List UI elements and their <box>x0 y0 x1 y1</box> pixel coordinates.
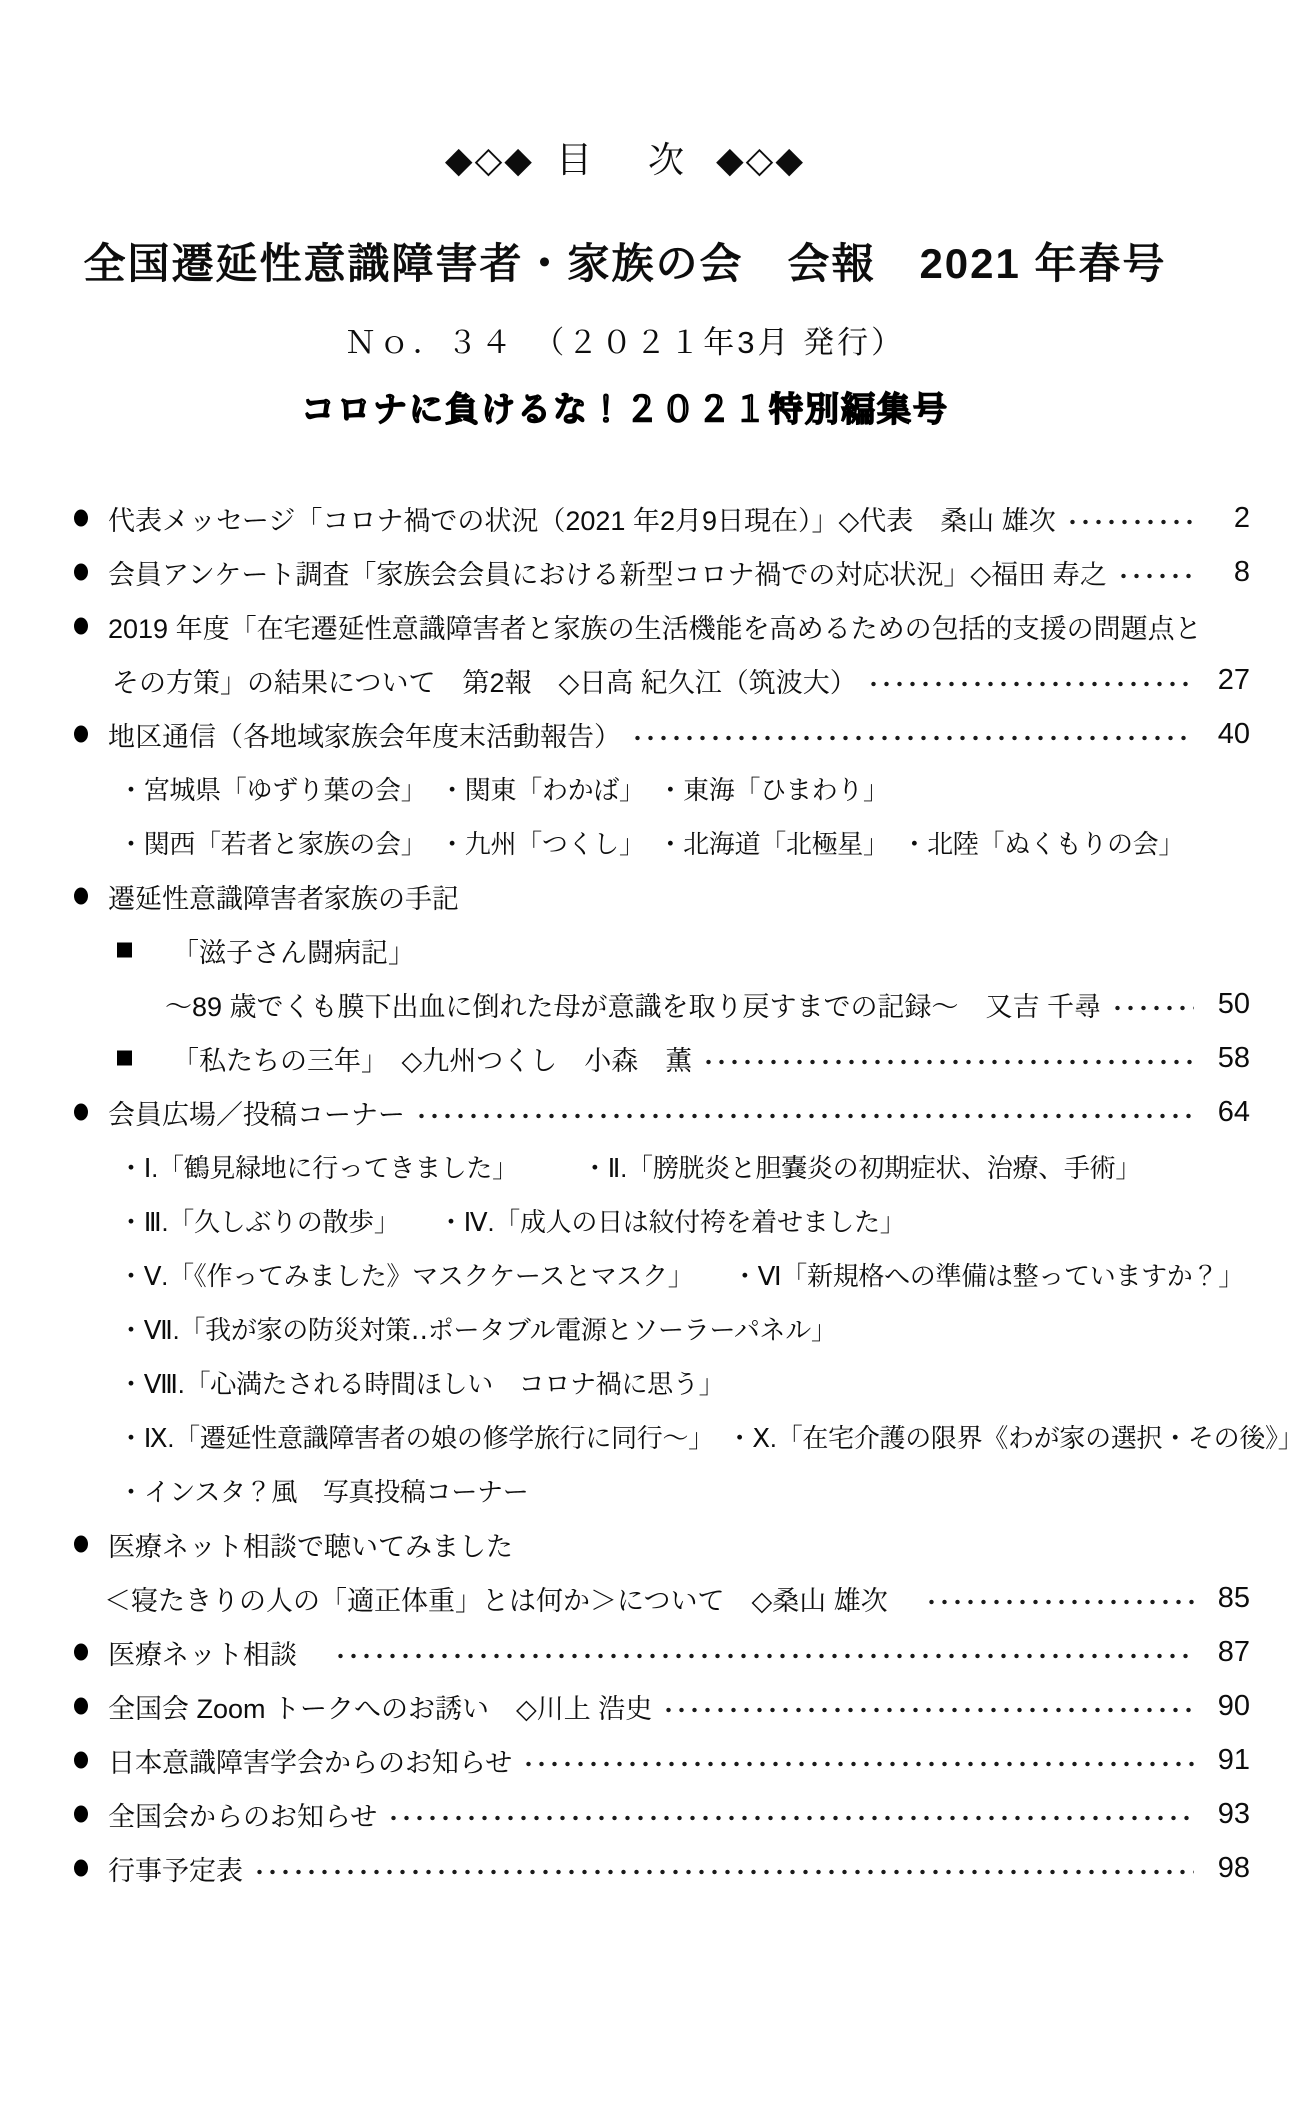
page-number: 98 <box>1217 1851 1250 1884</box>
toc-entry-text: 日本意識障害学会からのお知らせ <box>108 1747 513 1778</box>
toc-entry <box>0 923 1250 977</box>
toc-entry <box>0 599 1250 653</box>
toc-entry-text: 遷延性意識障害者家族の手記 <box>108 883 459 914</box>
toc-entry-text: 2019 年度「在宅遷延性意識障害者と家族の生活機能を高めるための包括的支援の問題点と <box>108 613 1202 644</box>
toc-entry <box>0 1463 1250 1517</box>
toc-heading-label: 目 次 <box>555 139 694 180</box>
toc-entry-text: 医療ネット相談で聴いてみました <box>108 1531 513 1562</box>
toc-entry <box>0 491 1250 545</box>
toc-entry <box>0 653 1250 707</box>
dot-leader <box>387 1811 1194 1825</box>
bullet-circle-icon <box>74 1104 88 1121</box>
bullet-circle-icon <box>74 1806 88 1823</box>
bullet-circle-icon <box>74 726 88 743</box>
toc-entry <box>0 1031 1250 1085</box>
toc-entry-text: 全国会 Zoom トークへのお誘い ◇川上 浩史 <box>108 1693 653 1724</box>
bullet-circle-icon <box>74 1698 88 1715</box>
toc-entry <box>0 1841 1250 1895</box>
toc-entry-text: ・Ⅰ.「鶴見緑地に行ってきました」 ・Ⅱ.「膀胱炎と胆嚢炎の初期症状、治療、手術」 <box>118 1152 1142 1183</box>
toc-entry-text: ・Ⅸ.「遷延性意識障害者の娘の修学旅行に同行～」 ・Ⅹ.「在宅介護の限界《わが家の選択・その後》」 <box>118 1422 1304 1453</box>
toc-entry <box>0 1733 1250 1787</box>
toc-entry <box>0 761 1250 815</box>
toc-entry <box>0 707 1250 761</box>
toc-entry-text: 会員広場／投稿コーナー <box>108 1099 405 1130</box>
bullet-circle-icon <box>74 888 88 905</box>
toc-entry-text: ～89 歳でくも膜下出血に倒れた母が意識を取り戻すまでの記録～ 又吉 千尋 <box>165 991 1102 1022</box>
toc-entry-text: 会員アンケート調査「家族会会員における新型コロナ禍での対応状況」◇福田 寿之 <box>108 559 1107 590</box>
bullet-circle-icon <box>74 1752 88 1769</box>
bullet-circle-icon <box>74 1536 88 1553</box>
dot-leader <box>334 1649 1194 1663</box>
bullet-circle-icon <box>74 618 88 635</box>
toc-entry <box>0 1409 1304 1463</box>
toc-entry-text: ＜寝たきりの人の「適正体重」とは何か＞について ◇桑山 雄次 <box>104 1585 915 1616</box>
page-number: 40 <box>1217 717 1250 750</box>
bullet-circle-icon <box>74 564 88 581</box>
toc-entry <box>0 545 1250 599</box>
page-number: 87 <box>1217 1635 1250 1668</box>
toc-entry <box>0 869 1250 923</box>
bullet-square-icon <box>117 943 132 958</box>
toc-entry <box>0 1679 1250 1733</box>
page-number: 58 <box>1217 1041 1250 1074</box>
toc-entry-text: その方策」の結果について 第2報 ◇日高 紀久江（筑波大） <box>112 667 857 698</box>
page-number: 50 <box>1217 987 1250 1020</box>
toc-entry-text: 行事予定表 <box>108 1855 243 1886</box>
toc-entry-text: 「滋子さん闘病記」 <box>172 937 415 968</box>
bullet-circle-icon <box>74 510 88 527</box>
toc-entry-text: ・関西「若者と家族の会」 ・九州「つくし」 ・北海道「北極星」 ・北陸「ぬくもりの会」 <box>118 828 1185 859</box>
page-number: 93 <box>1217 1797 1250 1830</box>
toc-entry-text: 「私たちの三年」 ◇九州つくし 小森 薫 <box>172 1045 693 1076</box>
toc-entry-text: ・宮城県「ゆずり葉の会」 ・関東「わかば」 ・東海「ひまわり」 <box>118 774 889 805</box>
toc-entry-text: 医療ネット相談 <box>108 1639 324 1670</box>
toc-entry <box>0 1355 1250 1409</box>
diamond-decoration-right: ◆◇◆ <box>716 139 806 180</box>
toc-entry <box>0 1787 1250 1841</box>
page-number: 90 <box>1217 1689 1250 1722</box>
toc-entry-text: ・Ⅲ.「久しぶりの散歩」 ・Ⅳ.「成人の日は紋付袴を着せました」 <box>118 1206 906 1237</box>
dot-leader <box>1066 515 1194 529</box>
toc-entry-text: 全国会からのお知らせ <box>108 1801 378 1832</box>
dot-leader <box>925 1595 1194 1609</box>
toc-entry-text: 地区通信（各地域家族会年度末活動報告） <box>108 721 621 752</box>
toc-entry-text: ・Ⅶ.「我が家の防災対策‥ポータブル電源とソーラーパネル」 <box>118 1314 837 1345</box>
dot-leader <box>702 1055 1194 1069</box>
newsletter-title: 全国遷延性意識障害者・家族の会 会報 2021 年春号 <box>83 240 1167 287</box>
bullet-circle-icon <box>74 1644 88 1661</box>
toc-heading <box>0 132 1250 183</box>
toc-entry <box>0 1193 1250 1247</box>
toc-entry <box>0 1301 1250 1355</box>
bullet-circle-icon <box>74 1860 88 1877</box>
toc-entry <box>0 1247 1250 1301</box>
page-number: 64 <box>1217 1095 1250 1128</box>
bullet-square-icon <box>117 1051 132 1066</box>
toc-entry <box>0 815 1250 869</box>
dot-leader <box>415 1109 1194 1123</box>
issue-number-line: Ｎｏ．３４ （２０２１年3月 発行） <box>344 325 906 360</box>
toc-entry <box>0 1139 1250 1193</box>
toc-entry-text: ・Ⅴ.「《作ってみました》マスクケースとマスク」 ・Ⅵ「新規格への準備は整っていますか？」 <box>118 1260 1244 1291</box>
dot-leader <box>631 731 1194 745</box>
toc-list <box>0 491 1304 1895</box>
toc-entry <box>0 1085 1250 1139</box>
toc-entry <box>0 1571 1250 1625</box>
toc-entry <box>0 1517 1250 1571</box>
toc-entry-text: ・Ⅷ.「心満たされる時間ほしい コロナ禍に思う」 <box>118 1368 725 1399</box>
toc-entry-text: 代表メッセージ「コロナ禍での状況（2021 年2月9日現在）」◇代表 桑山 雄次 <box>108 505 1056 536</box>
dot-leader <box>1117 569 1194 583</box>
page-number: 27 <box>1217 663 1250 696</box>
page-number: 91 <box>1217 1743 1250 1776</box>
toc-entry <box>0 977 1250 1031</box>
dot-leader <box>867 677 1194 691</box>
special-edition-subtitle: コロナに負けるな！２０２１特別編集号 <box>301 391 949 429</box>
page-number: 8 <box>1233 555 1250 588</box>
dot-leader <box>522 1757 1194 1771</box>
dot-leader <box>1111 1001 1194 1015</box>
page-number: 2 <box>1233 501 1250 534</box>
toc-entry <box>0 1625 1250 1679</box>
page-number: 85 <box>1217 1581 1250 1614</box>
dot-leader <box>253 1865 1194 1879</box>
dot-leader <box>662 1703 1194 1717</box>
toc-entry-text: ・インスタ？風 写真投稿コーナー <box>118 1476 529 1507</box>
diamond-decoration-left: ◆◇◆ <box>444 139 534 180</box>
